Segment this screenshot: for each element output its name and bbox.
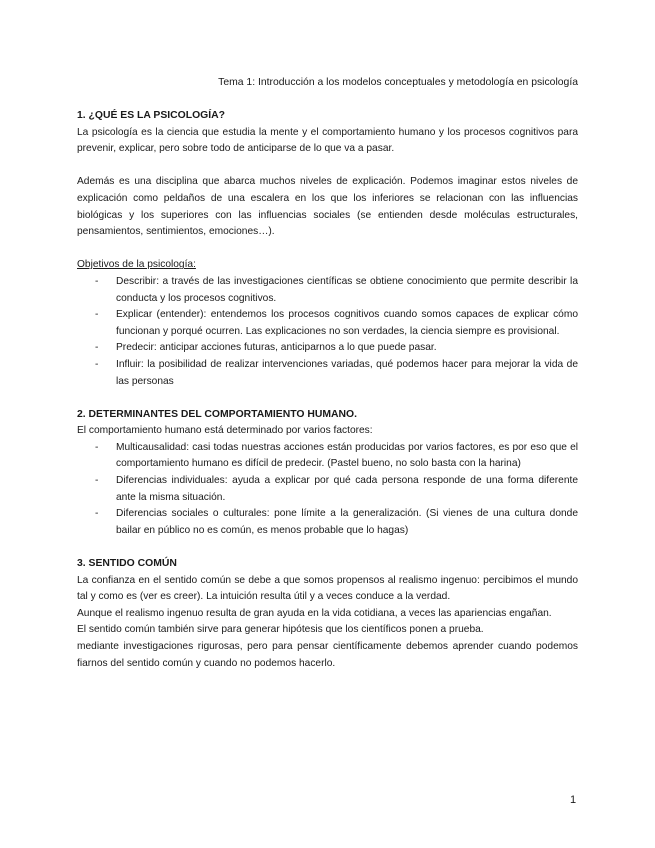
- page-number: 1: [570, 794, 577, 806]
- dash-bullet: -: [95, 475, 99, 487]
- list-item: [77, 340, 578, 357]
- page-header-title: Tema 1: Introducción a los modelos conceptuales y metodología en psicología: [218, 77, 578, 88]
- section-3-heading: 3. SENTIDO COMÚN: [77, 558, 177, 570]
- dash-bullet: -: [95, 275, 99, 287]
- section-1-paragraph-2: Además es una disciplina que abarca muchos niveles de explicación. Podemos imaginar estos niveles de explicación como peldaños de una escalera en los que los inferiores se relacionan con las influencias biológicas y los superiores con las influencias sociales (se entienden desde moléculas estructurales, pensamientos, sentimientos, emociones…).: [77, 176, 578, 238]
- dash-bullet: -: [95, 508, 99, 520]
- document-body: [77, 108, 578, 672]
- objective-describir: Describir: a través de las investigaciones científicas se obtiene conocimiento que permite describir la conducta y los procesos cognitivos.: [116, 275, 578, 304]
- factors-list: [77, 440, 578, 540]
- section-3-line-2: Aunque el realismo ingenuo resulta de gran ayuda en la vida cotidiana, a veces las apariencias engañan.: [77, 607, 552, 619]
- section-1-heading: 1. ¿QUÉ ES LA PSICOLOGÍA?: [77, 110, 225, 121]
- dash-bullet: -: [95, 441, 99, 453]
- section-3-line-1: La confianza en el sentido común se debe a que somos propensos al realismo ingenuo: percibimos el mundo tal y como es (ver es creer). La intuición resulta útil y a veces conduce a la verdad.: [77, 574, 578, 603]
- objective-influir: Influir: la posibilidad de realizar intervenciones variadas, qué podemos hacer para mejorar la vida de las personas: [116, 358, 578, 387]
- list-item: [77, 440, 578, 473]
- dash-bullet: -: [95, 309, 99, 321]
- objectives-list: [77, 274, 578, 390]
- factor-diferencias-sociales: Diferencias sociales o culturales: pone límite a la generalización. (Si vienes de una cultura donde bailar en público no es común, es menos probable que lo hagas): [116, 508, 578, 536]
- list-item: [77, 307, 578, 340]
- section-2-heading: 2. DETERMINANTES DEL COMPORTAMIENTO HUMANO.: [77, 408, 357, 420]
- list-item: [77, 473, 578, 506]
- section-2-intro: El comportamiento humano está determinado por varios factores:: [77, 425, 373, 437]
- list-item: [77, 274, 578, 307]
- dash-bullet: -: [95, 342, 99, 354]
- list-item: [77, 506, 578, 539]
- objectives-title: Objetivos de la psicología:: [77, 259, 196, 271]
- factor-multicausalidad: Multicausalidad: casi todas nuestras acciones están producidas por varios factores, es por eso que el comportamiento humano es difícil de predecir. (Pastel bueno, no solo basta con la harina): [116, 441, 578, 470]
- section-3-line-3: El sentido común también sirve para generar hipótesis que los científicos ponen a prueba.: [77, 624, 484, 636]
- section-3-line-4: mediante investigaciones rigurosas, pero para pensar científicamente debemos aprender cuando podemos fiarnos del sentido común y cuando no podemos hacerlo.: [77, 641, 578, 669]
- list-item: [77, 357, 578, 390]
- objective-predecir: Predecir: anticipar acciones futuras, anticiparnos a lo que puede pasar.: [116, 342, 437, 354]
- section-1-paragraph-1: La psicología es la ciencia que estudia la mente y el comportamiento humano y los procesos cognitivos para prevenir, explicar, pero sobre todo de anticiparse de lo que va a pasar.: [77, 126, 578, 155]
- factor-diferencias-individuales: Diferencias individuales: ayuda a explicar por qué cada persona responde de una forma diferente ante la misma situación.: [116, 475, 578, 503]
- objective-explicar: Explicar (entender): entendemos los procesos cognitivos cuando somos capaces de explicar cómo funcionan y porqué ocurren. Las explicaciones no son verdades, la ciencia siempre es provisional.: [116, 309, 578, 337]
- dash-bullet: -: [95, 358, 99, 370]
